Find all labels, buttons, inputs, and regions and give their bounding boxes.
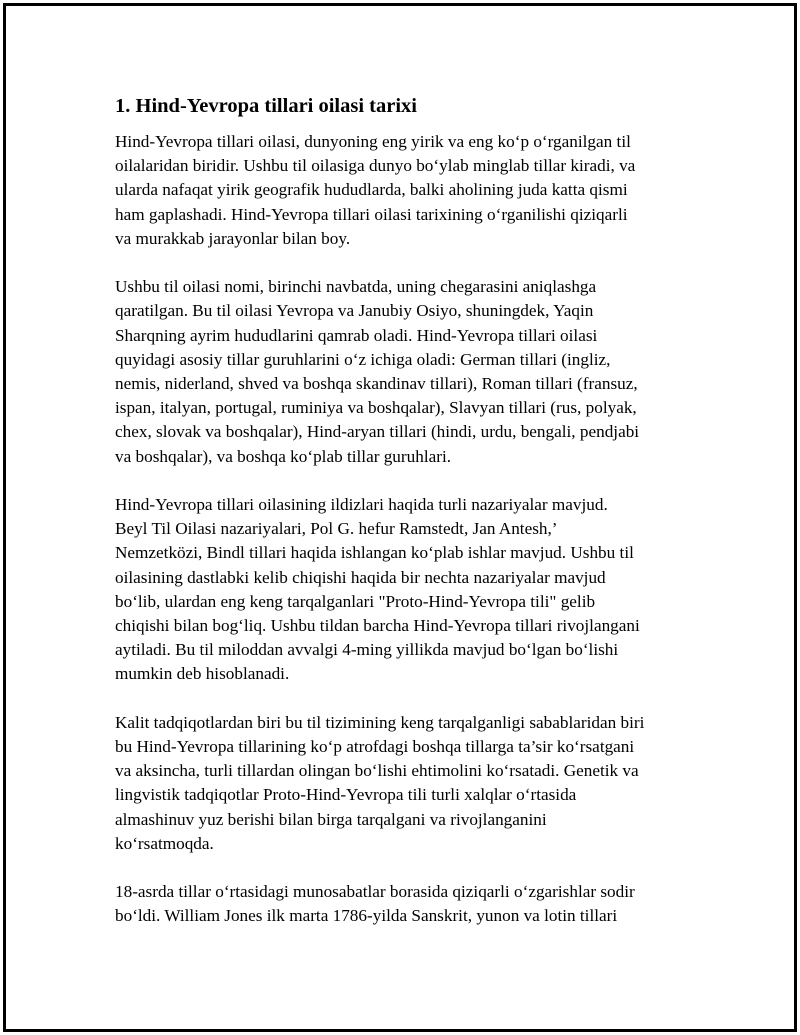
text-line: chiqishi bilan bog‘liq. Ushbu tildan barcha Hind-Yevropa tillari rivojlangani [115,616,640,636]
text-line: va murakkab jarayonlar bilan boy. [115,228,351,248]
text-line: oilalaridan biridir. Ushbu til oilasiga dunyo bo‘ylab minglab tillar kiradi, va [115,156,636,176]
text-line: va boshqalar), va boshqa ko‘plab tillar guruhlari. [115,446,452,466]
text-line: lingvistik tadqiqotlar Proto-Hind-Yevropa tili turli xalqlar o‘rtasida [115,785,577,805]
paragraph [115,711,690,856]
text-line: aytiladi. Bu til miloddan avvalgi 4-ming yillikda mavjud bo‘lgan bo‘lishi [115,640,619,660]
text-line: Sharqning ayrim hududlarini qamrab oladi. Hind-Yevropa tillari oilasi [115,325,598,345]
text-line: Beyl Til Oilasi nazariyalari, Pol G. hefur Ramstedt, Jan Antesh,’ [115,519,558,539]
paragraph [115,275,690,469]
text-line: Hind-Yevropa tillari oilasi, dunyoning eng yirik va eng ko‘p o‘rganilgan til [115,132,631,151]
text-line: bo‘ldi. William Jones ilk marta 1786-yilda Sanskrit, yunon va lotin tillari [115,906,618,926]
text-line: ularda nafaqat yirik geografik hududlarda, balki aholining juda katta qismi [115,180,628,200]
paragraph [115,130,690,251]
paragraph [115,493,690,687]
text-line: nemis, niderland, shved va boshqa skandinav tillari), Roman tillari (fransuz, [115,374,638,394]
text-line: quyidagi asosiy tillar guruhlarini o‘z ichiga oladi: German tillari (ingliz, [115,349,611,369]
text-line: va aksincha, turli tillardan olingan bo‘lishi ehtimolini ko‘rsatadi. Genetik va [115,761,639,781]
text-line: mumkin deb hisoblanadi. [115,664,290,684]
paragraph [115,880,690,928]
text-line: Kalit tadqiqotlardan biri bu til tizimining keng tarqalganligi sabablaridan biri [115,712,645,732]
text-line: ham gaplashadi. Hind-Yevropa tillari oilasi tarixining o‘rganilishi qiziqarli [115,204,628,224]
text-line: almashinuv yuz berishi bilan birga tarqalgani va rivojlanganini [115,809,547,829]
text-line: ko‘rsatmoqda. [115,833,214,853]
section-heading: 1. Hind-Yevropa tillari oilasi tarixi [115,95,417,117]
text-line: chex, slovak va boshqalar), Hind-aryan tillari (hindi, urdu, bengali, pendjabi [115,422,640,442]
text-line: qaratilgan. Bu til oilasi Yevropa va Janubiy Osiyo, shuningdek, Yaqin [115,301,594,321]
text-line: 18-asrda tillar o‘rtasidagi munosabatlar borasida qiziqarli o‘zgarishlar sodir [115,882,635,902]
text-line: Ushbu til oilasi nomi, birinchi navbatda, uning chegarasini aniqlashga [115,277,597,297]
text-line: ispan, italyan, portugal, ruminiya va boshqalar), Slavyan tillari (rus, polyak, [115,398,637,418]
text-line: Hind-Yevropa tillari oilasining ildizlari haqida turli nazariyalar mavjud. [115,495,608,515]
text-line: Nemzetközi, Bindl tillari haqida ishlangan ko‘plab ishlar mavjud. Ushbu til [115,543,634,563]
text-line: oilasining dastlabki kelib chiqishi haqida bir nechta nazariyalar mavjud [115,567,606,587]
text-line: bu Hind-Yevropa tillarining ko‘p atrofdagi boshqa tillarga ta’sir ko‘rsatgani [115,737,635,757]
text-line: bo‘lib, ulardan eng keng tarqalganlari "Proto-Hind-Yevropa tili" gelib [115,591,596,611]
document-content [115,92,690,953]
